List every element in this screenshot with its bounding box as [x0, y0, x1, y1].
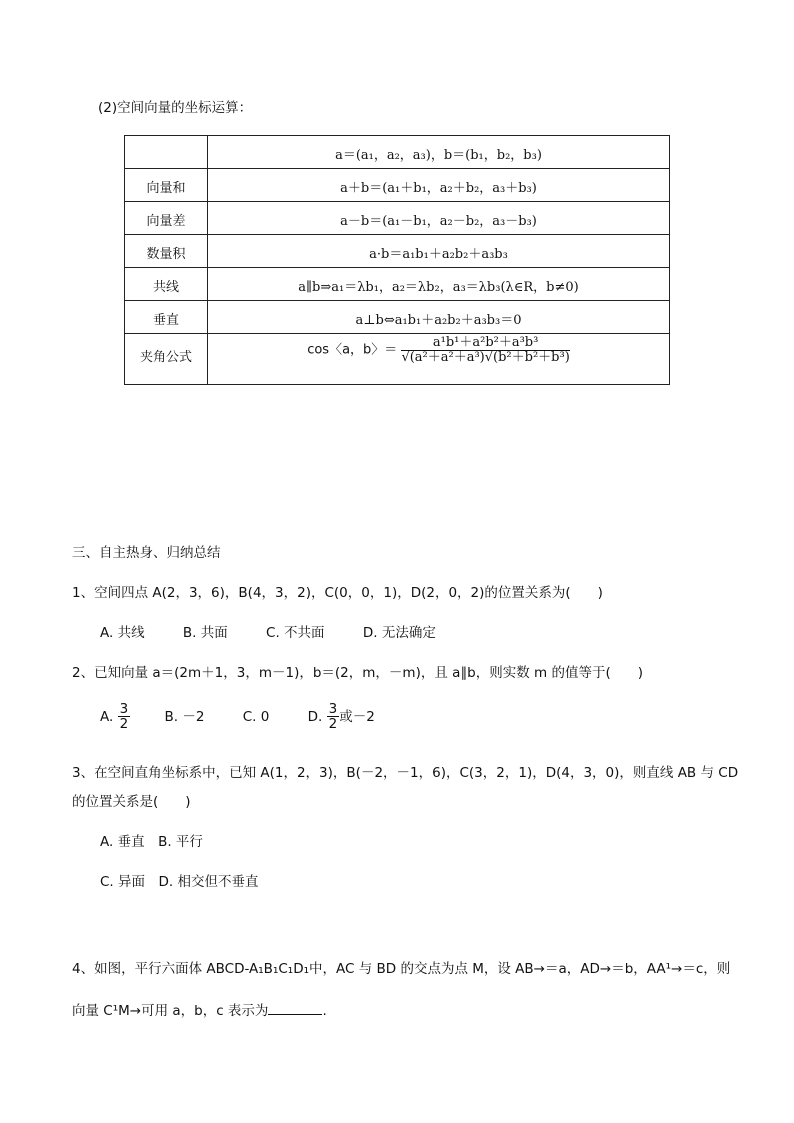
- formula-dot-product: a·b＝a₁b₁＋a₂b₂＋a₃b₃: [208, 235, 670, 268]
- table-row: [125, 169, 670, 202]
- part-three-title: 三、自主热身、归纳总结: [72, 545, 221, 561]
- q2-d-denominator: 2: [328, 716, 338, 733]
- question-3-stem-line-1: 3、在空间直角坐标系中，已知 A(1，2，3)，B(－2，－1，6)，C(3，2，1)，D(4，3，0)，则直线 AB 与 CD: [72, 765, 739, 781]
- question-3-options-row-2: C. 异面 D. 相交但不垂直: [100, 874, 259, 890]
- row-label-difference: 向量差: [125, 202, 208, 235]
- table-row: [125, 235, 670, 268]
- formula-sum: a＋b＝(a₁＋b₁，a₂＋b₂，a₃＋b₃): [208, 169, 670, 202]
- q2-option-d-fraction: [327, 702, 340, 731]
- row-label-perpendicular: 垂直: [125, 301, 208, 334]
- table-row: [125, 268, 670, 301]
- q2-option-b: B. －2: [164, 708, 205, 725]
- question-1-stem: 1、空间四点 A(2，3，6)，B(4，3，2)，C(0，0，1)，D(2，0，2)的位置关系为( ): [72, 585, 603, 601]
- angle-formula-fraction: [401, 336, 569, 364]
- question-4-stem-line-2: [72, 999, 327, 1019]
- row-label-dot-product: 数量积: [125, 235, 208, 268]
- q4-line2-text: 向量 C¹M→可用 a，b，c 表示为: [72, 1003, 269, 1019]
- q1-option-d: D. 无法确定: [362, 625, 436, 641]
- q2-option-c: C. 0: [242, 708, 270, 725]
- q2-a-denominator: 2: [119, 716, 129, 733]
- q1-option-b: B. 共面: [182, 625, 228, 641]
- formula-difference: a－b＝(a₁－b₁，a₂－b₂，a₃－b₃): [208, 202, 670, 235]
- section-title: (2)空间向量的坐标运算：: [98, 100, 253, 116]
- q4-answer-blank[interactable]: [268, 1002, 322, 1015]
- table-header-formula: a＝(a₁，a₂，a₃)，b＝(b₁，b₂，b₃): [208, 136, 670, 169]
- angle-formula-prefix: cos〈a，b〉＝: [307, 342, 398, 358]
- q4-line2-period: .: [322, 1003, 327, 1019]
- angle-denominator: √(a²＋a²＋a³)√(b²＋b²＋b³): [401, 349, 570, 365]
- formula-angle: [208, 334, 670, 385]
- row-label-angle: 夹角公式: [125, 334, 208, 385]
- q2-option-a-fraction: [118, 702, 131, 731]
- question-2-stem: 2、已知向量 a＝(2m＋1，3，m－1)，b＝(2，m，－m)，且 a∥b，则实数 m 的值等于( ): [72, 665, 643, 681]
- table-row: [125, 301, 670, 334]
- question-1-options: [100, 621, 470, 641]
- row-label-sum: 向量和: [125, 169, 208, 202]
- q2-d-numerator: 3: [328, 701, 338, 717]
- question-3-stem-line-2: 的位置关系是( ): [72, 794, 191, 810]
- question-3-options-row-1: A. 垂直 B. 平行: [100, 834, 203, 850]
- row-label-collinear: 共线: [125, 268, 208, 301]
- q2-option-d-suffix: 或－2: [339, 708, 375, 725]
- angle-numerator: a¹b¹＋a²b²＋a³b³: [401, 336, 569, 351]
- table-row: [125, 334, 670, 385]
- q2-option-a: [100, 701, 134, 733]
- question-2-options: [100, 702, 375, 731]
- table-row: [125, 202, 670, 235]
- q2-option-d: [307, 701, 375, 733]
- q2-a-numerator: 3: [119, 701, 129, 717]
- table-corner-cell: [125, 136, 208, 169]
- q1-option-a: A. 共线: [100, 625, 145, 641]
- formula-collinear: a∥b⇒a₁＝λb₁，a₂＝λb₂，a₃＝λb₃(λ∈R，b≠0): [208, 268, 670, 301]
- table-row: [125, 136, 670, 169]
- q1-option-c: C. 不共面: [266, 625, 325, 641]
- q2-option-a-letter: A.: [100, 708, 114, 725]
- question-4-stem-line-1: 4、如图，平行六面体 ABCD-A₁B₁C₁D₁中，AC 与 BD 的交点为点 M，设 AB→＝a，AD→＝b，AA¹→＝c，则: [72, 961, 731, 977]
- coordinate-operations-table: [124, 135, 670, 385]
- q2-option-d-letter: D.: [307, 708, 323, 725]
- formula-perpendicular: a⊥b⇔a₁b₁＋a₂b₂＋a₃b₃＝0: [208, 301, 670, 334]
